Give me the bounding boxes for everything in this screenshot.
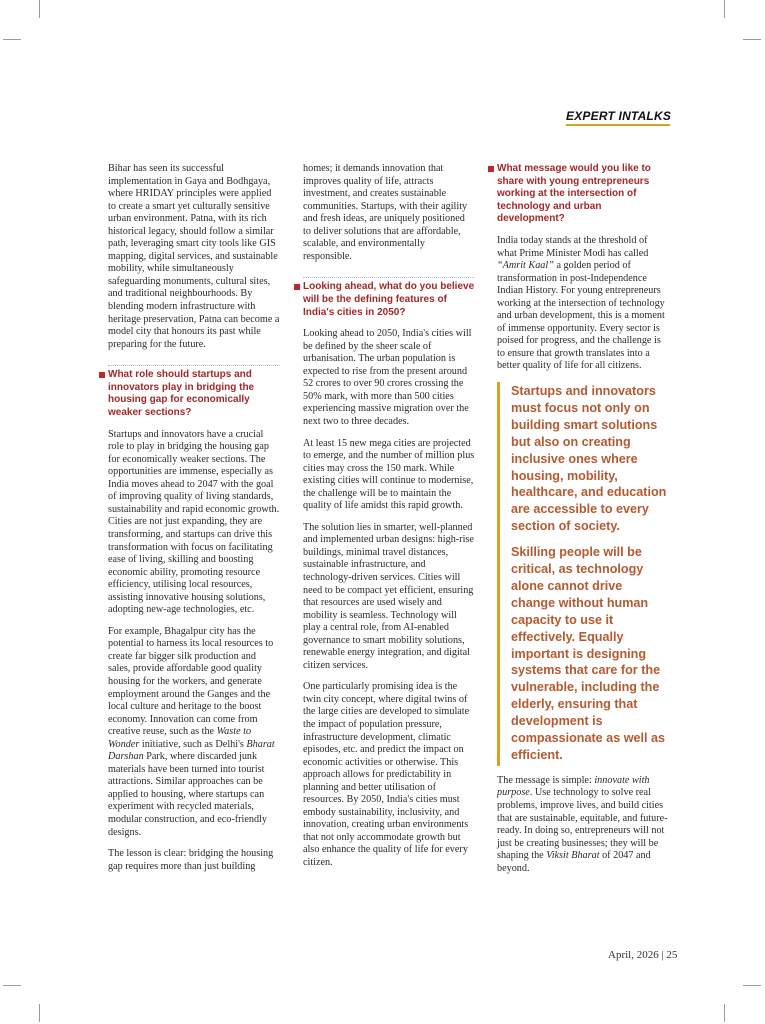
section-tag: EXPERT INTALKS: [566, 109, 672, 123]
text-run: . Use technology to solve real problems, improve lives, and build cities that are sustainable, equitable, and future-ready. In doing so, entrepreneurs will not just be creating businesses; they will be shaping the: [497, 787, 668, 862]
crop-mark: [724, 1004, 725, 1022]
question-text: What message would you like to share with young entrepreneurs working at the intersection of technology and urban development?: [497, 163, 651, 225]
body-paragraph: [497, 775, 669, 875]
pull-quote-text: Skilling people will be critical, as technology alone cannot drive change without human capacity to use it effectively. Equally important is designing systems that care for the vulnerable, including the elderly, ensuring that development is compassionate as well as efficient.: [511, 545, 665, 763]
question-bullet-square: [99, 372, 105, 378]
interview-question: [497, 163, 669, 226]
article-column-2: [303, 163, 475, 870]
pull-quote-text: Startups and innovators must focus not only on building smart solutions but also on creating inclusive ones where housing, mobility, healthcare, and education are accessible to every section of society.: [511, 383, 667, 534]
crop-mark: [743, 39, 761, 40]
body-paragraph: Startups and innovators have a crucial role to play in bridging the housing gap for economically weaker sections. The opportunities are immense, especially as India moves ahead to 2047 with the goal of improving quality of living standards, sustainability and rapid economic growth. Cities are not just expanding, they are transforming, and startups can drive this transformation with focus on facilitating ease of living, skilling and boosting economic ability, promoting resource efficiency, utilising local resources, assisting innovative housing solutions, adopting new-age technologies, etc.: [108, 428, 280, 616]
page-folio: April, 2026 | 25: [608, 949, 678, 961]
emphasis-text: Waste to Wonder: [108, 726, 252, 750]
text-run: India today stands at the threshold of what Prime Minister Modi has called: [497, 234, 649, 259]
body-paragraph: One particularly promising idea is the twin city concept, where digital twins of the large cities are developed to simulate the impact of population pressure, infrastructure development, climatic episodes, etc. and predict the impact on economic activities or otherwise. This approach allows for predictability in planning and better utilisation of resources. By 2050, India's cities must embody sustainability, inclusivity, and innovation, creating urban environments that not only accommodate growth but also enhance the quality of life for every citizen.: [303, 681, 470, 869]
text-run: The message is simple:: [497, 774, 595, 786]
text-run: For example, Bhagalpur city has the potential to harness its local resources to create far bigger silk production and sales, provide affordable good quality housing for the workers, and generate employment around the Ganges and the local culture and heritage to the boost economy. Innovation can come from creative reuse, such as the: [108, 625, 274, 738]
section-tag-underline: [566, 124, 670, 126]
body-paragraph: [497, 235, 669, 373]
crop-mark: [3, 39, 21, 40]
crop-mark: [39, 0, 40, 18]
text-run: Park, where discarded junk materials have been turned into tourist attractions. Similar approaches can be applied to housing, where startups can experiment with recycled materials, modular construction, and eco-friendly designs.: [108, 751, 267, 838]
emphasis-text: innovate with purpose: [497, 774, 650, 799]
interview-question: [303, 277, 475, 319]
body-paragraph: The solution lies in smarter, well-planned and implemented urban designs: high-rise buildings, minimal travel distances, sustainable infrastructure, and technology-driven services. Cities will need to be compact yet efficient, ensuring that resources are used wisely and mobility is seamless. Technology will play a central role, from AI-enabled governance to smart mobility solutions, renewable energy integration, and digital citizen services.: [303, 521, 474, 671]
question-bullet-square: [294, 284, 300, 290]
question-bullet-square: [488, 166, 494, 172]
article-column-1: [108, 163, 280, 873]
text-run: of 2047 and beyond.: [497, 850, 651, 874]
crop-mark: [39, 1004, 40, 1022]
question-text: What role should startups and innovators play in bridging the housing gap for economically weaker sections?: [108, 369, 255, 418]
crop-mark: [724, 0, 725, 18]
text-run: initiative, such as Delhi's: [139, 738, 247, 750]
body-paragraph: At least 15 new mega cities are projected to emerge, and the number of million plus cities may cross the 150 mark. While existing cities will continue to modernise, the challenge will be to maintain the quality of life amidst this rapid growth.: [303, 437, 475, 512]
interview-question: [108, 365, 280, 419]
emphasis-text: Viksit Bharat: [546, 850, 600, 862]
body-paragraph: Looking ahead to 2050, India's cities will be defined by the sheer scale of urbanisation. The urban population is expected to rise from the present around 52 crores to over 90 crores crossing the 50% mark, with more than 500 cities experiencing massive migration over the next two to three decades.: [303, 328, 472, 427]
body-paragraph: The lesson is clear: bridging the housing gap requires more than just building: [108, 848, 274, 872]
body-paragraph: Bihar has seen its successful implementation in Gaya and Bodhgaya, where HRIDAY principles were applied to create a smart yet culturally sensitive urban environment. Patna, with its rich historical legacy, should follow a similar path, leveraging smart city tools like GIS mapping, digital services, and sustainable mobility, while simultaneously safeguarding monuments, cultural sites, and traditional neighbourhoods. By blending modern infrastructure with heritage preservation, Patna can become a model city that honours its past while preparing for the future.: [108, 163, 280, 350]
article-column-3: [497, 163, 669, 875]
body-paragraph: homes; it demands innovation that improves quality of life, attracts investment, and creates sustainable communities. Startups, with their agility and fresh ideas, are uniquely positioned to deliver solutions that are affordable, scalable, and environmentally responsible.: [303, 163, 468, 262]
crop-mark: [3, 985, 21, 986]
crop-mark: [743, 985, 761, 986]
body-paragraph: [108, 626, 280, 839]
question-text: Looking ahead, what do you believe will be the defining features of India's cities in 2050?: [303, 281, 475, 318]
pull-quote: [497, 382, 669, 766]
emphasis-text: “Amrit Kaal”: [497, 260, 554, 272]
emphasis-text: Bharat Darshan: [108, 738, 275, 763]
text-run: a golden period of transformation in post-Independence Indian History. For young entrepreneurs working at the intersection of technology and urban development, this is a moment of immense opportunity. Every sector is poised for progress, and the challenge is to ensure that growth translates into a better quality of life for all citizens.: [497, 260, 665, 372]
